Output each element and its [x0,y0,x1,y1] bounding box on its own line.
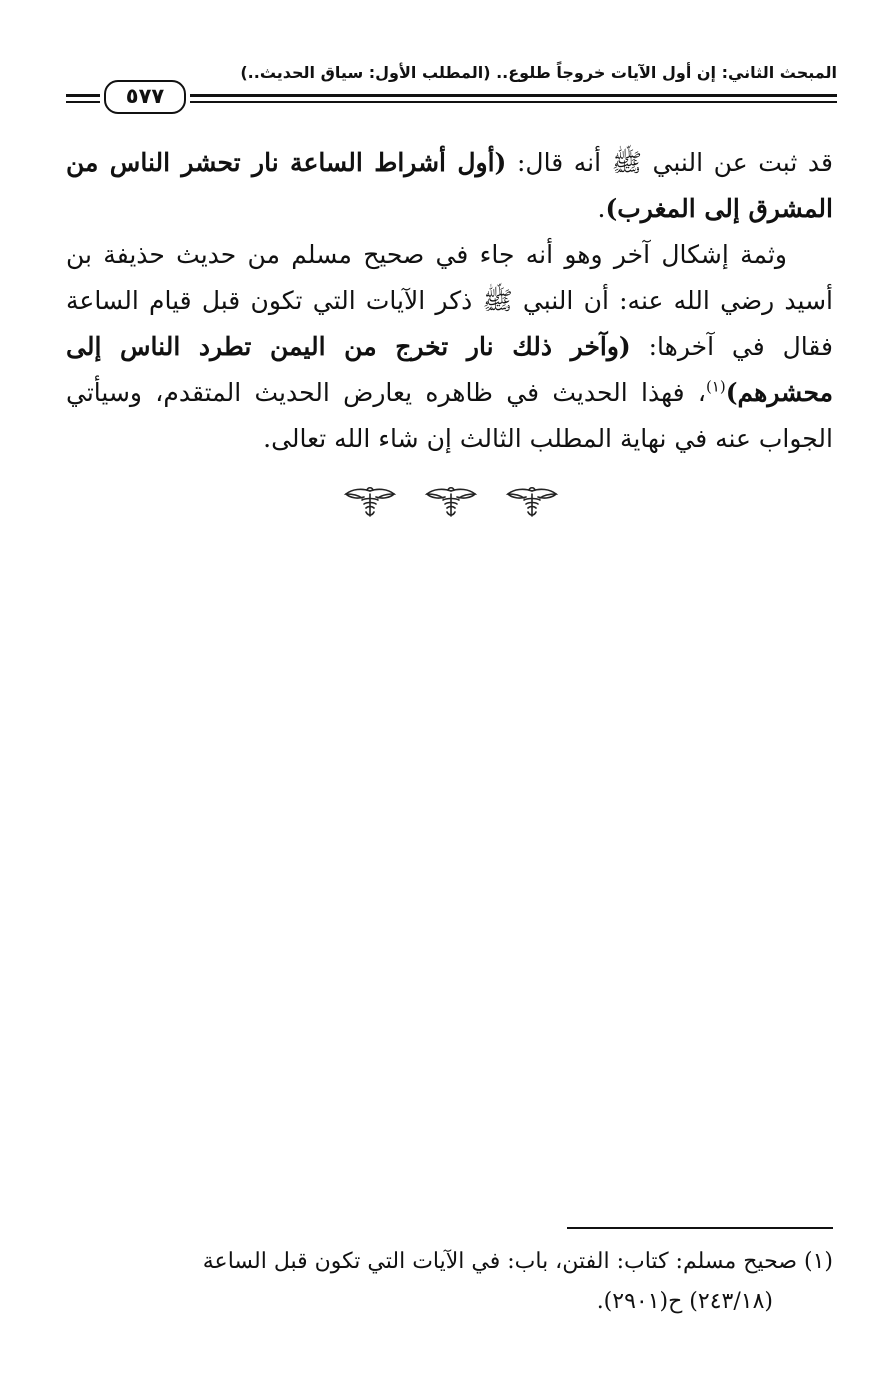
paragraph-1-end: . [597,194,606,223]
paragraph-2-continuation: ، فهذا الحديث في ظاهره يعارض الحديث المتقدم، وسيأتي الجواب عنه في نهاية المطلب الثالث إن شاء الله تعالى. [66,378,833,453]
floral-ornament-icon [340,486,400,520]
paragraph-1 [66,140,833,232]
footnote-reference[interactable]: (١) [705,377,726,396]
paragraph-1-intro: قد ثبت عن النبي ﷺ أنه قال: [506,148,833,177]
footnote-1-line-1: (١) صحيح مسلم: كتاب: الفتن، باب: في الآيات التي تكون قبل الساعة [202,1249,833,1274]
header-rule-thick [190,94,837,97]
footnotes [66,1242,833,1322]
floral-ornament-icon [421,486,481,520]
footnote-1-line-2: (٢٤٣/١٨) ح(٢٩٠١). [596,1289,773,1314]
paragraph-2-intro: وثمة إشكال آخر وهو أنه جاء في صحيح مسلم من حديث حذيفة بن أسيد رضي الله عنه: أن النبي ﷺ ذكر الآيات التي تكون قبل قيام الساعة فقال في آخرها: [66,240,833,361]
section-end-ornaments [340,486,562,520]
footnote-rule [567,1227,833,1229]
paragraph-2-hadith-quote: (وآخر ذلك نار تخرج من اليمن تطرد الناس إلى محشرهم) [66,332,833,407]
header-rule-thin [190,101,837,103]
page-number-rule-thick [66,94,100,97]
page-number-rule-thin [66,101,100,103]
running-head: المبحث الثاني: إن أول الآيات خروجاً طلوع.. (المطلب الأول: سياق الحديث..) [240,63,837,82]
page-number-box [104,80,186,114]
paragraph-1-hadith-quote: (أول أشراط الساعة نار تحشر الناس من المشرق إلى المغرب) [66,148,833,223]
paragraph-2 [66,232,833,462]
page-number: ٥٧٧ [125,84,165,108]
main-text [66,140,833,462]
floral-ornament-icon [502,486,562,520]
